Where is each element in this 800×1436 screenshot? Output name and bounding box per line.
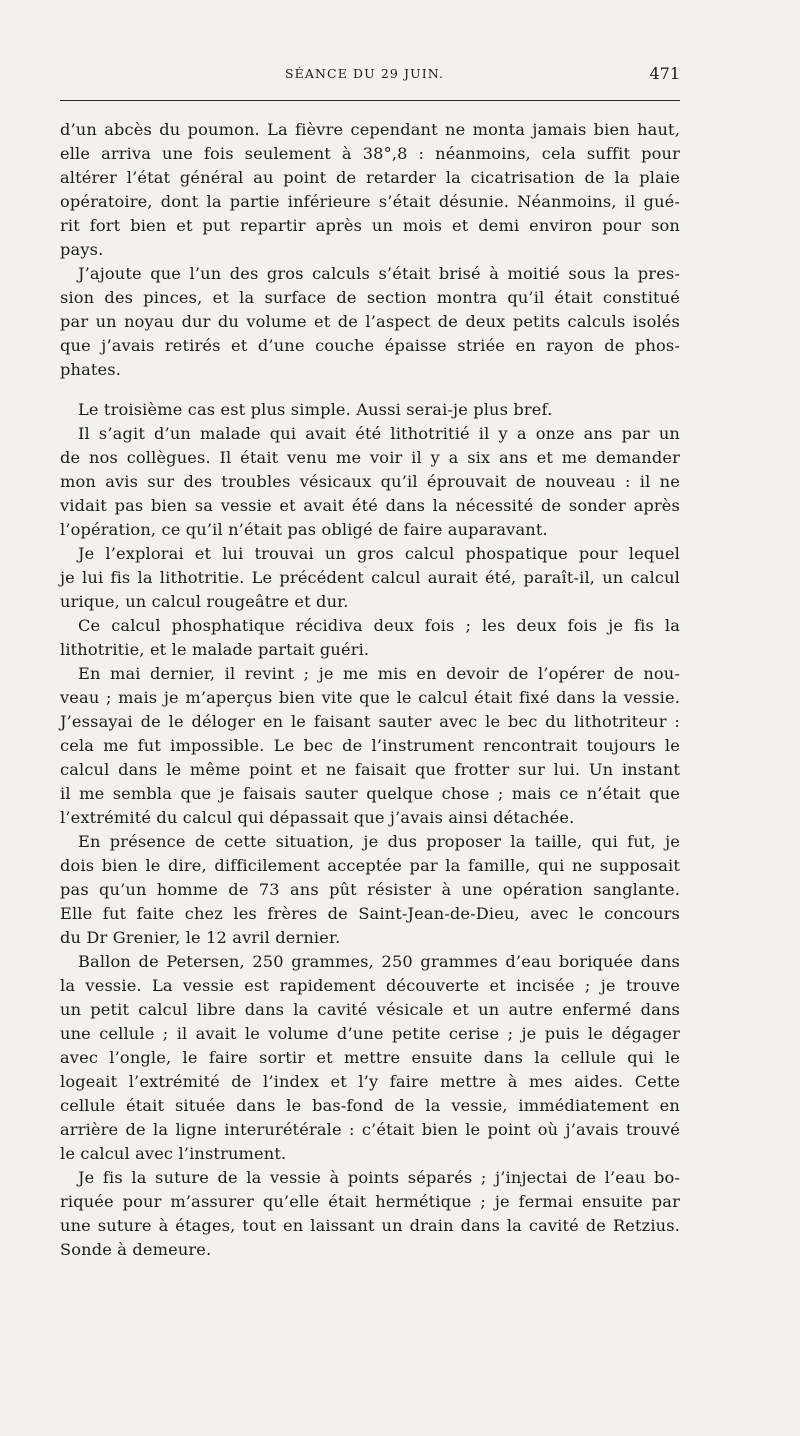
text-line: que j’avais retirés et d’une couche épaisse striée en rayon de phos- xyxy=(60,336,680,355)
paragraph xyxy=(60,422,680,542)
text-line: pas qu’un homme de 73 ans pût résister à une opération sanglante. xyxy=(60,880,680,899)
text-line: veau ; mais je m’aperçus bien vite que le calcul était fixé dans la vessie. xyxy=(60,688,680,707)
paragraph xyxy=(60,1166,680,1262)
text-line: mon avis sur des troubles vésicaux qu’il éprouvait de nouveau : il ne xyxy=(60,472,680,491)
paragraph xyxy=(60,262,680,382)
text-line: sion des pinces, et la surface de section montra qu’il était constitué xyxy=(60,288,680,307)
running-head: SÉANCE DU 29 JUIN. xyxy=(285,66,445,81)
text-line: par un noyau dur du volume et de l’aspect de deux petits calculs isolés xyxy=(60,312,680,331)
text-line: En présence de cette situation, je dus proposer la taille, qui fut, je xyxy=(78,832,680,851)
text-line: Je l’explorai et lui trouvai un gros calcul phospatique pour lequel xyxy=(78,544,680,563)
text-line: urique, un calcul rougeâtre et dur. xyxy=(60,592,349,611)
text-line: un petit calcul libre dans la cavité vésicale et un autre enfermé dans xyxy=(60,1000,680,1019)
paragraph xyxy=(60,614,680,662)
text-line: J’essayai de le déloger en le faisant sauter avec le bec du lithotriteur : xyxy=(60,712,680,731)
paragraph xyxy=(60,542,680,614)
text-line: une cellule ; il avait le volume d’une petite cerise ; je puis le dégager xyxy=(60,1024,680,1043)
text-line: je lui fis la lithotritie. Le précédent calcul aurait été, paraît-il, un calcul xyxy=(60,568,680,587)
text-line: lithotritie, et le malade partait guéri. xyxy=(60,640,370,659)
text-line: Il s’agit d’un malade qui avait été lithotritié il y a onze ans par un xyxy=(78,424,680,443)
header-rule xyxy=(60,100,680,101)
text-line: avec l’ongle, le faire sortir et mettre ensuite dans la cellule qui le xyxy=(60,1048,680,1067)
text-line: la vessie. La vessie est rapidement découverte et incisée ; je trouve xyxy=(60,976,680,995)
text-line: cela me fut impossible. Le bec de l’instrument rencontrait toujours le xyxy=(60,736,680,755)
text-line: d’un abcès du poumon. La fièvre cependant ne monta jamais bien haut, xyxy=(60,120,680,139)
page-header xyxy=(60,66,680,88)
text-line: En mai dernier, il revint ; je me mis en devoir de l’opérer de nou- xyxy=(78,664,680,683)
text-line: le calcul avec l’instrument. xyxy=(60,1144,287,1163)
text-line: phates. xyxy=(60,360,122,379)
text-line: vidait pas bien sa vessie et avait été dans la nécessité de sonder après xyxy=(60,496,680,515)
paragraph xyxy=(60,662,680,830)
text-line: dois bien le dire, difficilement acceptée par la famille, qui ne supposait xyxy=(60,856,680,875)
text-line: Le troisième cas est plus simple. Aussi serai-je plus bref. xyxy=(78,400,553,419)
paragraph xyxy=(60,118,680,262)
text-line: il me sembla que je faisais sauter quelque chose ; mais ce n’était que xyxy=(60,784,680,803)
text-line: pays. xyxy=(60,240,104,259)
text-line: Elle fut faite chez les frères de Saint-Jean-de-Dieu, avec le concours xyxy=(60,904,680,923)
text-line: une suture à étages, tout en laissant un drain dans la cavité de Retzius. xyxy=(60,1216,680,1235)
body-text xyxy=(60,118,680,1262)
text-line: cellule était située dans le bas-fond de la vessie, immédiatement en xyxy=(60,1096,680,1115)
text-line: de nos collègues. Il était venu me voir il y a six ans et me demander xyxy=(60,448,680,467)
text-line: arrière de la ligne interurétérale : c’était bien le point où j’avais trouvé xyxy=(60,1120,680,1139)
text-line: Ballon de Petersen, 250 grammes, 250 grammes d’eau boriquée dans xyxy=(78,952,680,971)
text-line: du Dr Grenier, le 12 avril dernier. xyxy=(60,928,341,947)
text-line: l’opération, ce qu’il n’était pas obligé de faire auparavant. xyxy=(60,520,548,539)
paragraph xyxy=(60,830,680,950)
page-number: 471 xyxy=(649,64,680,83)
text-line: Ce calcul phosphatique récidiva deux fois ; les deux fois je fis la xyxy=(78,616,680,635)
text-line: logeait l’extrémité de l’index et l’y faire mettre à mes aides. Cette xyxy=(60,1072,680,1091)
paragraph xyxy=(60,950,680,1166)
text-line: J’ajoute que l’un des gros calculs s’était brisé à moitié sous la pres- xyxy=(78,264,680,283)
text-line: Je fis la suture de la vessie à points séparés ; j’injectai de l’eau bo- xyxy=(78,1168,680,1187)
text-line: Sonde à demeure. xyxy=(60,1240,212,1259)
text-line: elle arriva une fois seulement à 38°,8 : néanmoins, cela suffit pour xyxy=(60,144,680,163)
text-line: rit fort bien et put repartir après un mois et demi environ pour son xyxy=(60,216,680,235)
text-line: opératoire, dont la partie inférieure s’était désunie. Néanmoins, il gué- xyxy=(60,192,680,211)
paragraph-gap xyxy=(60,382,680,398)
text-line: altérer l’état général au point de retarder la cicatrisation de la plaie xyxy=(60,168,680,187)
text-line: riquée pour m’assurer qu’elle était hermétique ; je fermai ensuite par xyxy=(60,1192,680,1211)
text-line: l’extrémité du calcul qui dépassait que j’avais ainsi détachée. xyxy=(60,808,575,827)
paragraph xyxy=(60,398,680,422)
text-line: calcul dans le même point et ne faisait que frotter sur lui. Un instant xyxy=(60,760,680,779)
